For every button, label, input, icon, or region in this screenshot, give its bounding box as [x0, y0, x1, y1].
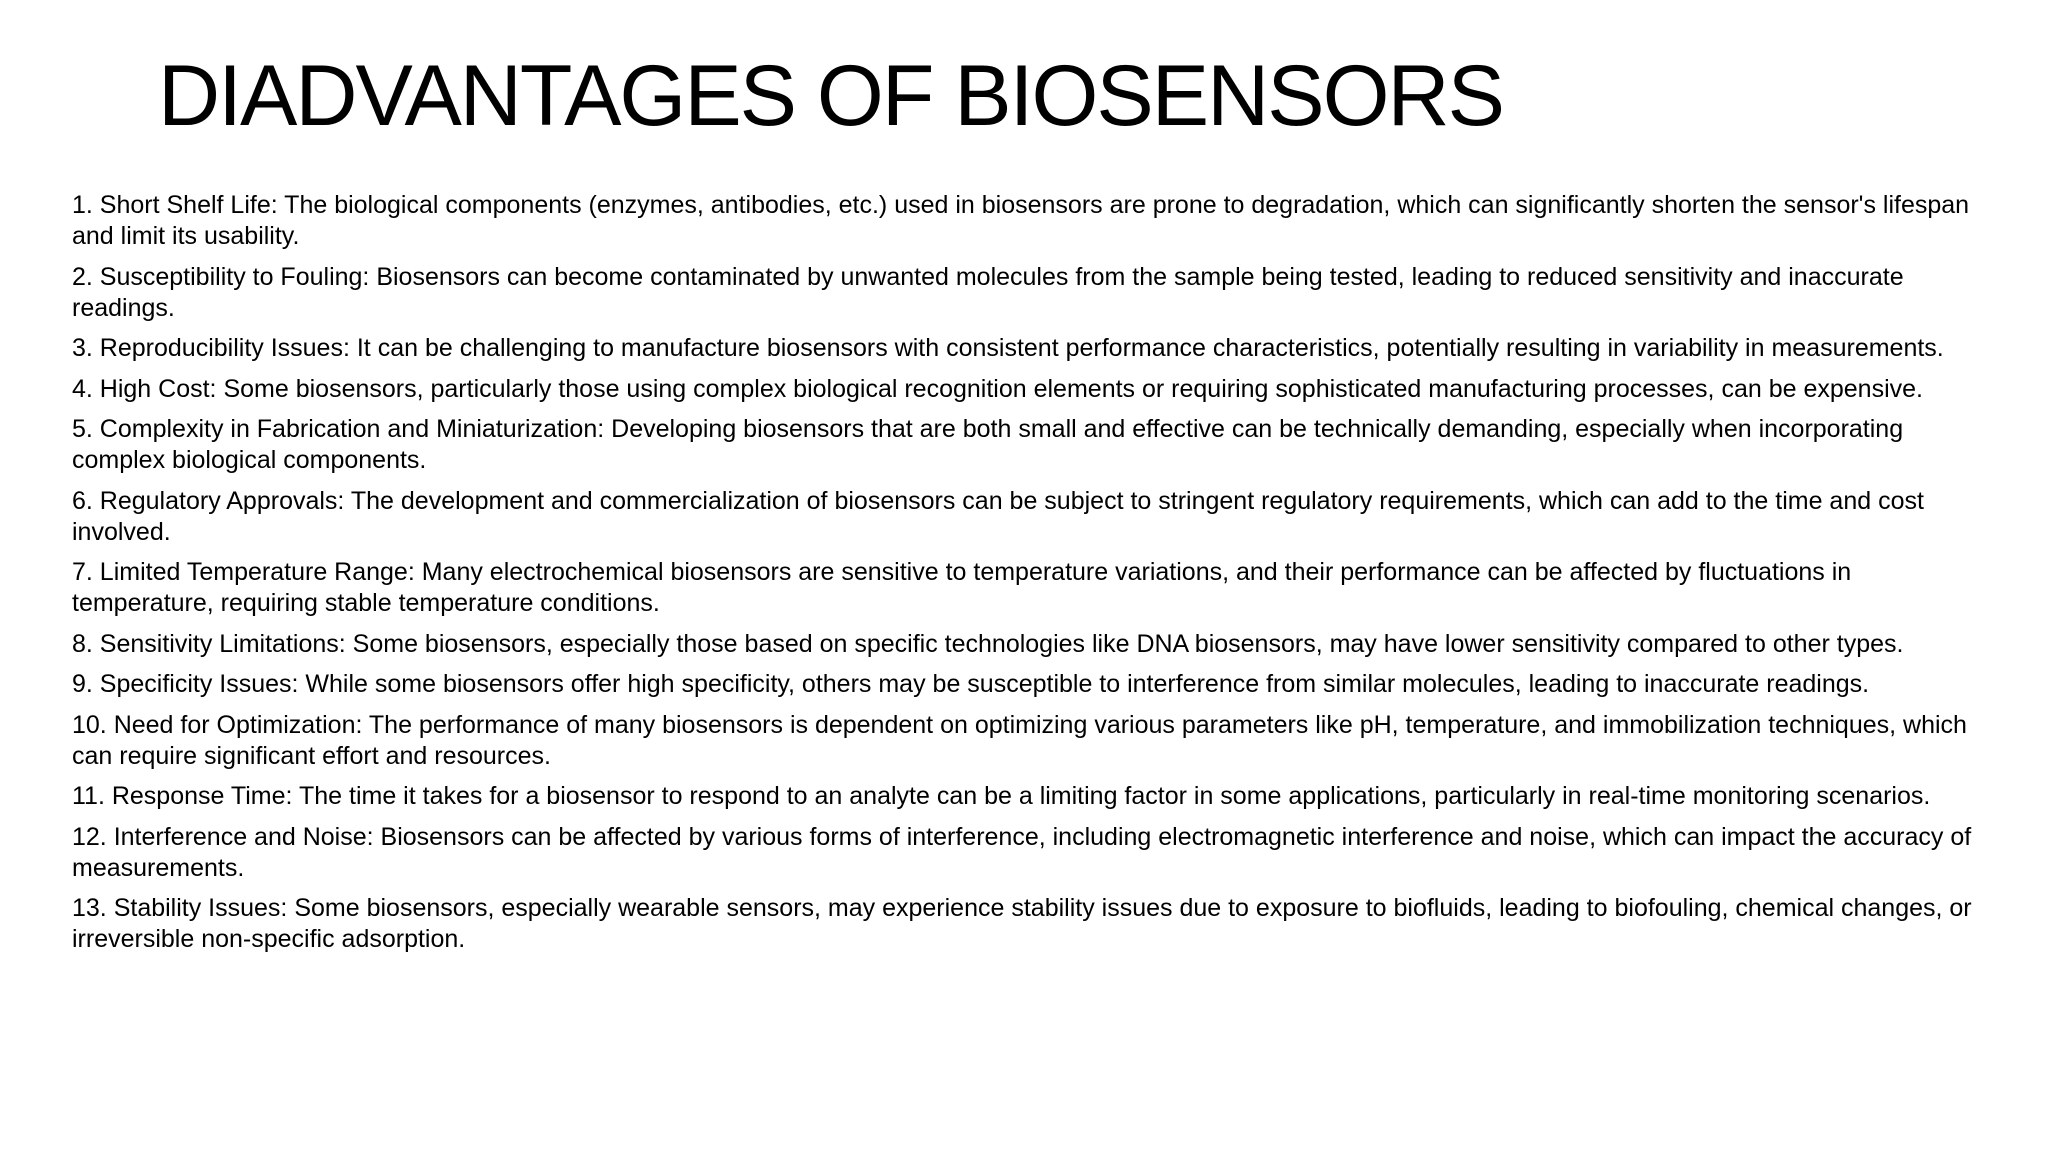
list-item: 4. High Cost: Some biosensors, particularly those using complex biological recognition elements or requiring sophisticated manufacturing processes, can be expensive.	[72, 374, 1923, 403]
list-item: 3. Reproducibility Issues: It can be challenging to manufacture biosensors with consistent performance characteristics, potentially resulting in variability in measurements.	[72, 334, 1944, 362]
list-item: 6. Regulatory Approvals: The development and commercialization of biosensors can be subject to stringent regulatory requirements, which can add to the time and cost involved.	[72, 486, 1924, 546]
list-item: 5. Complexity in Fabrication and Miniaturization: Developing biosensors that are both small and effective can be technically demanding, especially when incorporating complex biological components.	[72, 415, 1904, 474]
list-item: 7. Limited Temperature Range: Many electrochemical biosensors are sensitive to temperature variations, and their performance can be affected by fluctuations in temperature, requiring stable temperature conditions.	[72, 558, 1852, 617]
list-item: 2. Susceptibility to Fouling: Biosensors can become contaminated by unwanted molecules from the sample being tested, leading to reduced sensitivity and inaccurate readings.	[72, 262, 1904, 322]
list-item: 8. Sensitivity Limitations: Some biosensors, especially those based on specific technologies like DNA biosensors, may have lower sensitivity compared to other types.	[72, 629, 1904, 658]
list-item: 11. Response Time: The time it takes for a biosensor to respond to an analyte can be a limiting factor in some applications, particularly in real-time monitoring scenarios.	[72, 782, 1931, 810]
list-item: 13. Stability Issues: Some biosensors, especially wearable sensors, may experience stability issues due to exposure to biofluids, leading to biofouling, chemical changes, or irreversible non-specific adsorption.	[72, 894, 1972, 953]
list-item: 1. Short Shelf Life: The biological components (enzymes, antibodies, etc.) used in biosensors are prone to degradation, which can significantly shorten the sensor's lifespan and limit its usability.	[72, 191, 1970, 250]
list-item: 10. Need for Optimization: The performance of many biosensors is dependent on optimizing various parameters like pH, temperature, and immobilization techniques, which can require significant effort and resources.	[72, 710, 1967, 770]
list-item: 12. Interference and Noise: Biosensors can be affected by various forms of interference, including electromagnetic interference and noise, which can impact the accuracy of measurements.	[72, 822, 1972, 882]
disadvantages-list	[72, 190, 1992, 965]
list-item: 9. Specificity Issues: While some biosensors offer high specificity, others may be susceptible to interference from similar molecules, leading to inaccurate readings.	[72, 670, 1870, 698]
slide-title: DIADVANTAGES OF BIOSENSORS	[158, 48, 1503, 144]
